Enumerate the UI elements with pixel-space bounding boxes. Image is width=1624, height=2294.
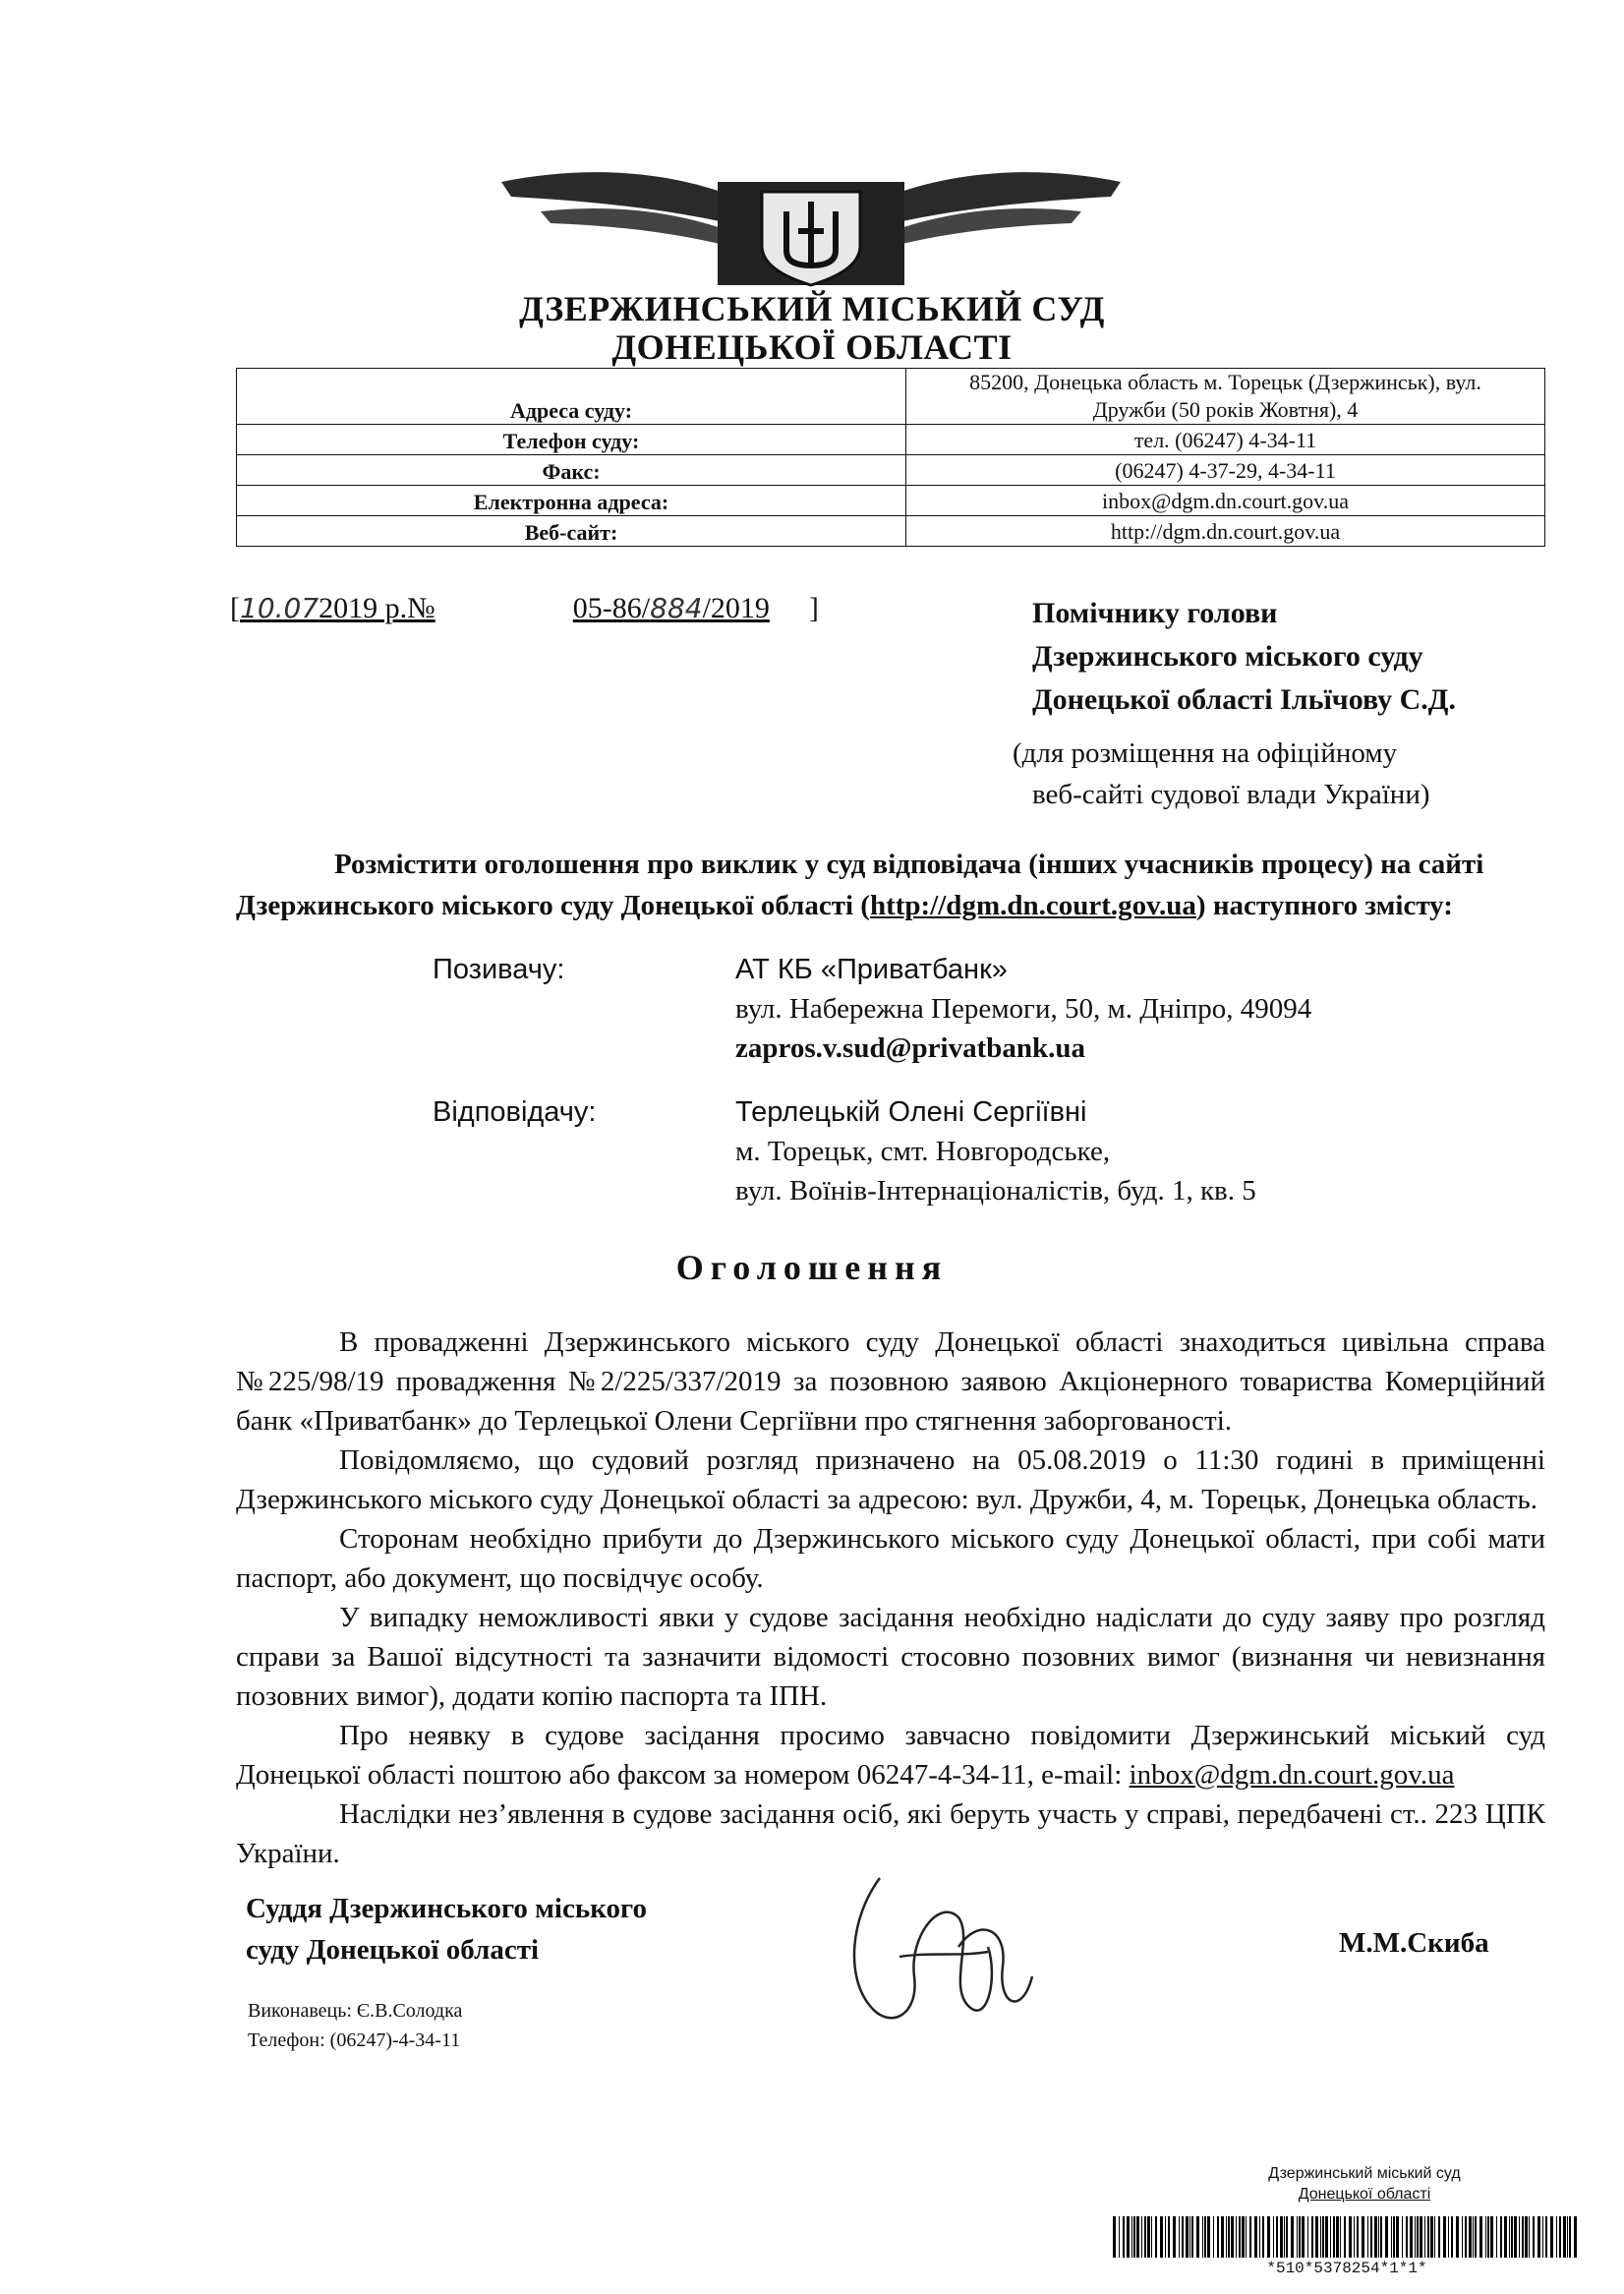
barcode-bar	[1563, 2216, 1566, 2258]
barcode-bar	[1370, 2216, 1372, 2258]
court-website-link[interactable]: http://dgm.dn.court.gov.ua	[869, 890, 1196, 921]
announcement-paragraph-6: Наслідки нез’явлення в судове засідання осіб, які беруть участь у справі, передбачені ст.. 223 ЦПК України.	[236, 1798, 1545, 1869]
barcode-bar	[1522, 2216, 1524, 2258]
barcode-bar	[1415, 2216, 1416, 2258]
judge-title-line1: Суддя Дзержинського міського	[246, 1893, 647, 1924]
email-label: Електронна адреса:	[237, 486, 906, 516]
plaintiff-name: АТ КБ «Приватбанк»	[735, 954, 1008, 985]
barcode-bar	[1136, 2216, 1139, 2258]
barcode-bar	[1160, 2216, 1163, 2258]
intro-line1: Розмістити оголошення про виклик у суд відповідача (інших учасників процесу) на сайті	[334, 849, 1484, 880]
barcode-bar	[1374, 2216, 1377, 2258]
table-row	[237, 455, 1545, 486]
barcode-bar	[1537, 2216, 1540, 2258]
barcode-bar	[1204, 2216, 1206, 2258]
barcode-bar	[1336, 2216, 1339, 2258]
barcode-bar	[1249, 2216, 1251, 2258]
announcement-heading: Оголошення	[675, 1248, 949, 1287]
defendant-address1: м. Торецьк, смт. Новгородське,	[735, 1136, 1111, 1167]
barcode-bar	[1434, 2216, 1435, 2258]
website-label: Веб-сайт:	[237, 516, 906, 547]
barcode-bar	[1448, 2216, 1449, 2258]
judge-name: М.М.Скиба	[1339, 1927, 1489, 1959]
barcode-bar	[1574, 2216, 1577, 2258]
barcode-bar	[1443, 2216, 1446, 2258]
barcode-bar	[1127, 2216, 1130, 2258]
barcode-bar	[1267, 2216, 1270, 2258]
barcode-bar	[1514, 2216, 1517, 2258]
barcode-bar	[1344, 2216, 1346, 2258]
barcode-bar	[1485, 2216, 1486, 2258]
barcode-bar	[1424, 2216, 1425, 2258]
address-value	[906, 369, 1545, 425]
barcode-bar	[1191, 2216, 1193, 2258]
barcode-bar	[1239, 2216, 1241, 2258]
barcode-bar	[1500, 2216, 1502, 2258]
barcode-bar	[1299, 2216, 1301, 2258]
barcode-bar	[1186, 2216, 1189, 2258]
number-suffix: /2019	[702, 592, 770, 624]
table-row	[237, 369, 1545, 425]
addressee-line2: Дзержинського міського суду	[1032, 640, 1423, 673]
barcode-bar	[1123, 2216, 1125, 2258]
intro-text-after: ) наступного змісту:	[1195, 890, 1453, 921]
barcode-bar	[1189, 2216, 1190, 2258]
barcode-bar	[1311, 2216, 1313, 2258]
intro-text-before: Дзержинського міського суду Донецької області (	[236, 890, 870, 921]
barcode-bar	[1276, 2216, 1278, 2258]
judge-title	[246, 1888, 647, 1970]
court-contacts-table	[236, 368, 1545, 547]
barcode-bar	[1273, 2216, 1274, 2258]
barcode-bar	[1410, 2216, 1413, 2258]
barcode-bar	[1487, 2216, 1489, 2258]
plaintiff-address: вул. Набережна Перемоги, 50, м. Дніпро, 49094	[735, 993, 1312, 1025]
barcode-bar	[1556, 2216, 1557, 2258]
barcode-bar	[1297, 2216, 1298, 2258]
barcode-bar	[1165, 2216, 1166, 2258]
intro-line2	[236, 885, 1543, 926]
barcode-bar	[1340, 2216, 1341, 2258]
printed-date: 2019 р.№	[319, 592, 435, 624]
announcement-paragraph-1: В провадженні Дзержинського міського суду Донецької області знаходиться цивільна справа №225/98/19 провадження №2/225/337/2019 за позовною заявою Акціонерного товариства Комерційний банк «Приватбанк» до Терлецької Олени Сергіївни про стягнення заборгованості.	[236, 1326, 1545, 1437]
barcode-bar	[1519, 2216, 1520, 2258]
barcode-bar	[1236, 2216, 1237, 2258]
executor-line2: Телефон: (06247)-4-34-11	[248, 2029, 461, 2051]
barcode-bar	[1380, 2216, 1382, 2258]
barcode-bar	[1246, 2216, 1247, 2258]
stamp-line1: Дзержинський міський суд	[1268, 2165, 1461, 2182]
barcode-bar	[1179, 2216, 1180, 2258]
barcode-bar	[1144, 2216, 1146, 2258]
address-line2: Дружби (50 років Жовтня), 4	[1092, 397, 1359, 422]
barcode-bar	[1525, 2216, 1528, 2258]
website-value: http://dgm.dn.court.gov.ua	[906, 516, 1545, 547]
defendant-label: Відповідачу:	[433, 1096, 597, 1128]
address-label: Адреса суду:	[237, 369, 906, 425]
barcode-bar	[1221, 2216, 1224, 2258]
barcode-bar	[1511, 2216, 1513, 2258]
barcode-bar	[1330, 2216, 1331, 2258]
court-name-line2: ДОНЕЦЬКОЇ ОБЛАСТІ	[611, 327, 1013, 367]
barcode-bar	[1315, 2216, 1318, 2258]
publication-note	[1013, 733, 1430, 815]
barcode-bar	[1529, 2216, 1530, 2258]
barcode-bar	[1286, 2216, 1288, 2258]
plaintiff-details	[735, 950, 1311, 1068]
barcode-bar	[1217, 2216, 1219, 2258]
note-line1: (для розміщення на офіційному	[1013, 737, 1398, 769]
handwritten-signature	[841, 1858, 1042, 2040]
barcode-bar	[1462, 2216, 1463, 2258]
barcode-bar	[1147, 2216, 1150, 2258]
barcode-bar	[1533, 2216, 1535, 2258]
email-value: inbox@dgm.dn.court.gov.ua	[906, 486, 1545, 516]
barcode-bar	[1259, 2216, 1260, 2258]
fax-label: Факс:	[237, 455, 906, 486]
barcode-bar	[1155, 2216, 1157, 2258]
barcode-bar	[1320, 2216, 1321, 2258]
table-row	[237, 486, 1545, 516]
court-emblem-logo	[482, 143, 1140, 290]
barcode-bar	[1307, 2216, 1308, 2258]
barcode-bar	[1302, 2216, 1305, 2258]
barcode-bar	[1559, 2216, 1561, 2258]
registration-number	[230, 592, 819, 625]
barcode-bar	[1504, 2216, 1507, 2258]
judge-title-line2: суду Донецької області	[246, 1934, 540, 1966]
barcode-bar	[1402, 2216, 1403, 2258]
document-barcode	[1111, 2216, 1583, 2258]
barcode-bar	[1362, 2216, 1364, 2258]
barcode-bar	[1202, 2216, 1203, 2258]
addressee-block	[1032, 592, 1456, 722]
barcode-bar	[1291, 2216, 1294, 2258]
barcode-bar	[1465, 2216, 1467, 2258]
barcode-bar	[1396, 2216, 1399, 2258]
announcement-body	[236, 1323, 1545, 1873]
barcode-bar	[1550, 2216, 1553, 2258]
barcode-bar	[1479, 2216, 1482, 2258]
barcode-bar	[1367, 2216, 1368, 2258]
barcode-bar	[1509, 2216, 1510, 2258]
barcode-number: *510*5378254*1*1*	[1266, 2260, 1427, 2277]
barcode-bar	[1496, 2216, 1497, 2258]
barcode-bar	[1322, 2216, 1324, 2258]
address-line1: 85200, Донецька область м. Торецьк (Дзержинськ), вул.	[969, 370, 1481, 394]
barcode-bar	[1545, 2216, 1547, 2258]
barcode-bar	[1417, 2216, 1419, 2258]
barcode-bar	[1325, 2216, 1328, 2258]
executor-line1: Виконавець: Є.В.Солодка	[248, 2000, 463, 2022]
barcode-bar	[1406, 2216, 1408, 2258]
addressee-line3: Донецької області Ільїчову С.Д.	[1032, 683, 1456, 716]
barcode-bar	[1284, 2216, 1285, 2258]
barcode-bar	[1133, 2216, 1135, 2258]
barcode-bar	[1113, 2216, 1116, 2258]
barcode-bar	[1420, 2216, 1422, 2258]
defendant-details	[735, 1092, 1256, 1210]
barcode-bar	[1196, 2216, 1199, 2258]
barcode-bar	[1427, 2216, 1429, 2258]
note-line2: веб-сайті судової влади України)	[1032, 779, 1430, 810]
intro-paragraph	[236, 844, 1543, 926]
phone-value: тел. (06247) 4-34-11	[906, 425, 1545, 455]
barcode-bar	[1357, 2216, 1359, 2258]
handwritten-number: 884	[650, 592, 703, 624]
court-name-line1: ДЗЕРЖИНСЬКИЙ МІСЬКИЙ СУД	[519, 289, 1105, 328]
paragraph-5-text: Про неявку в судове засідання просимо завчасно повідомити Дзержинський міський суд Донецької області поштою або факсом за номером 06247-4-34-11, e-mail:	[236, 1720, 1545, 1791]
barcode-bar	[1475, 2216, 1477, 2258]
barcode-bar	[1131, 2216, 1132, 2258]
barcode-bar	[1473, 2216, 1474, 2258]
executor-info	[248, 1996, 462, 2055]
registry-stamp	[1217, 2163, 1512, 2205]
barcode-bar	[1393, 2216, 1395, 2258]
barcode-bar	[1542, 2216, 1543, 2258]
barcode-bar	[1141, 2216, 1142, 2258]
barcode-bar	[1231, 2216, 1234, 2258]
barcode-bar	[1385, 2216, 1388, 2258]
fax-value: (06247) 4-37-29, 4-34-11	[906, 455, 1545, 486]
barcode-bar	[1207, 2216, 1210, 2258]
court-email-link[interactable]: inbox@dgm.dn.court.gov.ua	[1129, 1759, 1455, 1791]
barcode-bar	[1567, 2216, 1568, 2258]
barcode-bar	[1354, 2216, 1355, 2258]
barcode-bar	[1226, 2216, 1227, 2258]
handwritten-date: 10.07	[240, 592, 319, 624]
barcode-bar	[1280, 2216, 1283, 2258]
barcode-bar	[1173, 2216, 1176, 2258]
plaintiff-label: Позивачу:	[433, 954, 565, 985]
barcode-bar	[1182, 2216, 1184, 2258]
barcode-bar	[1262, 2216, 1264, 2258]
barcode-bar	[1151, 2216, 1152, 2258]
stamp-line2: Донецької області	[1298, 2186, 1431, 2203]
defendant-address2: вул. Воїнів-Інтернаціоналістів, буд. 1, кв. 5	[735, 1175, 1256, 1206]
open-bracket: [	[230, 592, 240, 624]
defendant-name: Терлецькій Олені Сергіївні	[735, 1096, 1087, 1128]
barcode-bar	[1378, 2216, 1379, 2258]
barcode-bar	[1391, 2216, 1392, 2258]
barcode-bar	[1490, 2216, 1493, 2258]
close-bracket: ]	[808, 592, 819, 624]
announcement-paragraph-4: У випадку неможливості явки у судове засідання необхідно надіслати до суду заяву про розгляд справи за Вашої відсутності та зазначити відомості стосовно позовних вимог (визнання чи невизнання позовних вимог), додати копію паспорта та ІПН.	[236, 1602, 1545, 1712]
barcode-bar	[1228, 2216, 1230, 2258]
barcode-bar	[1168, 2216, 1170, 2258]
barcode-bar	[1569, 2216, 1571, 2258]
barcode-bar	[1254, 2216, 1257, 2258]
barcode-bar	[1438, 2216, 1440, 2258]
barcode-bar	[1469, 2216, 1472, 2258]
plaintiff-email: zapros.v.sud@privatbank.ua	[735, 1032, 1086, 1064]
barcode-bar	[1119, 2216, 1120, 2258]
barcode-bar	[1456, 2216, 1459, 2258]
table-row	[237, 516, 1545, 547]
barcode-bar	[1430, 2216, 1433, 2258]
announcement-paragraph-2: Повідомляємо, що судовий розгляд призначено на 05.08.2019 о 11:30 годині в приміщенні Дзержинського міського суду Донецької області за адресою: вул. Дружби, 4, м. Торецьк, Донецька область.	[236, 1444, 1545, 1515]
phone-label: Телефон суду:	[237, 425, 906, 455]
announcement-paragraph-5	[236, 1716, 1545, 1794]
barcode-bar	[1213, 2216, 1214, 2258]
barcode-bar	[1451, 2216, 1453, 2258]
announcement-paragraph-3: Сторонам необхідно прибути до Дзержинського міського суду Донецької області, при собі мати паспорт, або документ, що посвідчує особу.	[236, 1523, 1545, 1594]
barcode-bar	[1349, 2216, 1352, 2258]
barcode-bar	[1242, 2216, 1245, 2258]
number-prefix: 05-86/	[572, 592, 651, 624]
table-row	[237, 425, 1545, 455]
addressee-line1: Помічнику голови	[1032, 597, 1278, 629]
barcode-bar	[1333, 2216, 1335, 2258]
